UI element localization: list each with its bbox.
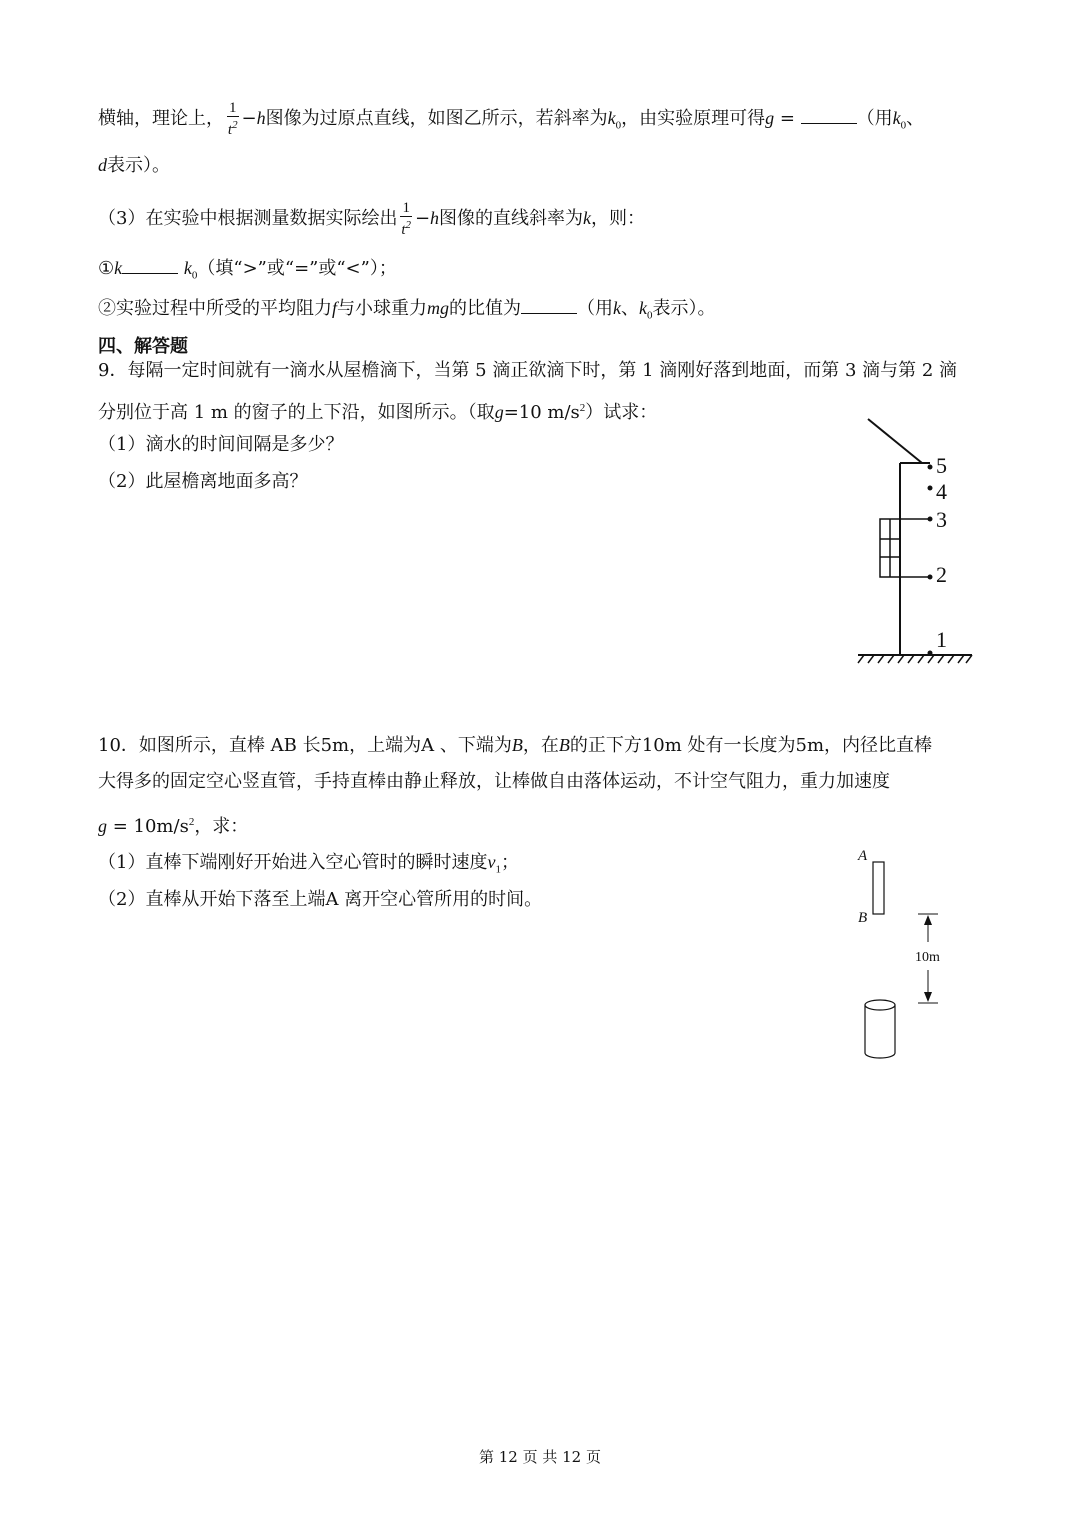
q8-part3 <box>98 200 645 238</box>
frac-den <box>227 117 239 138</box>
frac-num: 1 <box>402 200 410 216</box>
answer-blank[interactable] <box>122 257 178 274</box>
q8-text: 横轴，理论上， <box>98 108 224 129</box>
var-k: k <box>607 108 616 128</box>
fraction <box>400 200 412 238</box>
q10-line1 <box>98 733 932 758</box>
q8-text: 图像为过原点直线，如图乙所示，若斜率为 <box>265 108 608 129</box>
var-g: g <box>494 402 504 422</box>
frac-den-sup: 2 <box>232 119 238 131</box>
label-4: 4 <box>936 479 947 504</box>
q10-part2: （2）直棒从开始下落至上端A 离开空心管所用的时间。 <box>98 889 543 910</box>
roof-line <box>868 419 922 463</box>
sub-0: 0 <box>191 269 198 282</box>
q10-text: 的正下方10m 处有一长度为5m，内径比直棒 <box>569 735 933 756</box>
q10-line3 <box>98 810 248 839</box>
minus: − <box>414 208 431 229</box>
sub-0: 0 <box>647 309 653 322</box>
var-k: k <box>613 298 622 318</box>
label-2: 2 <box>936 562 947 587</box>
q8-line1 <box>98 100 924 138</box>
ground-hatch <box>858 655 972 663</box>
sub-1: 1 <box>495 863 501 876</box>
label-B: B <box>858 910 868 926</box>
q8-text: ②实验过程中所受的平均阻力 <box>98 298 332 319</box>
q9-line2 <box>98 396 657 425</box>
q10-line2: 大得多的固定空心竖直管，手持直棒由静止释放，让棒做自由落体运动，不计空气阻力，重力加速度 <box>98 771 890 792</box>
frac-num: 1 <box>229 100 237 116</box>
dim-arrow-down <box>924 992 932 1002</box>
q8-text: 图像的直线斜率为 <box>439 208 584 229</box>
label-1: 1 <box>936 627 947 652</box>
q9-text: =10 m/s <box>503 402 580 423</box>
q9-part2: （2）此屋檐离地面多高？ <box>98 471 308 492</box>
var-h: h <box>430 208 440 228</box>
fraction <box>227 100 239 138</box>
q10-text: ，在 <box>522 735 559 756</box>
q9-figure <box>850 415 980 675</box>
sub-0: 0 <box>900 119 907 132</box>
q8-sub2 <box>98 296 716 328</box>
circle-1: ① <box>98 258 115 279</box>
answer-blank[interactable] <box>521 297 577 314</box>
q8-text: 、 <box>621 298 640 319</box>
q8-text: ，由实验原理可得 <box>621 108 766 129</box>
page-footer: 第 12 页 共 12 页 <box>478 1448 601 1466</box>
q8-text: （用 <box>856 108 893 129</box>
var-g: g <box>765 108 775 128</box>
minus: − <box>241 108 257 129</box>
q8-text: 与小球重力 <box>337 298 428 319</box>
sup-2: 2 <box>579 402 586 414</box>
tube <box>865 1005 895 1058</box>
q10-text: ； <box>500 852 519 873</box>
section-heading: 四、解答题 <box>98 336 188 357</box>
q9-part1: （1）滴水的时间间隔是多少？ <box>98 434 344 455</box>
drop-5 <box>928 465 933 470</box>
var-v: v <box>487 852 496 872</box>
q9-text: ）试求： <box>585 402 658 423</box>
var-k: k <box>639 298 648 318</box>
q8-text: （填“>”或“=”或“<”）； <box>197 258 397 279</box>
q8-text: （3）在实验中根据测量数据实际绘出 <box>98 208 398 229</box>
q10-figure <box>850 840 960 1065</box>
q8-text: 表示）。 <box>652 298 716 319</box>
q8-text: 表示）。 <box>107 155 170 176</box>
q8-text: ，则： <box>591 208 646 229</box>
dim-label: 10m <box>915 950 940 965</box>
var-g: g <box>98 816 107 836</box>
drop-4 <box>928 486 933 491</box>
var-k: k <box>114 258 123 278</box>
frac-den-var: t <box>401 222 406 238</box>
q8-text: 、 <box>906 108 925 129</box>
var-B: B <box>511 735 523 755</box>
q10-text: ，求： <box>194 816 249 837</box>
drop-3 <box>928 517 933 522</box>
var-mg: mg <box>427 298 450 318</box>
label-5: 5 <box>936 453 947 478</box>
q9-line1: 9．每隔一定时间就有一滴水从屋檐滴下，当第 5 滴正欲滴下时，第 1 滴刚好落到地面，而第 3 滴与第 2 滴 <box>98 360 958 381</box>
var-d: d <box>98 155 107 175</box>
frac-den-sup: 2 <box>405 219 412 231</box>
q10-text: = 10m/s <box>107 816 189 837</box>
frac-den <box>400 217 412 238</box>
sup-2: 2 <box>188 816 195 828</box>
equals: = <box>774 108 801 129</box>
q9-text: 分别位于高 1 m 的窗子的上下沿，如图所示。（取 <box>98 402 495 423</box>
q10-part1 <box>98 850 519 882</box>
var-f: f <box>332 298 338 318</box>
var-B: B <box>558 735 570 755</box>
answer-blank[interactable] <box>801 107 857 124</box>
var-h: h <box>256 108 266 128</box>
q8-sub1 <box>98 256 397 288</box>
var-k: k <box>183 258 192 278</box>
rod-AB <box>873 862 884 914</box>
var-k: k <box>583 208 592 228</box>
tube-top <box>865 1000 895 1010</box>
sub-0: 0 <box>615 119 622 132</box>
q8-text: （用 <box>577 298 614 319</box>
q10-text: （1）直棒下端刚好开始进入空心管时的瞬时速度 <box>98 852 488 873</box>
label-3: 3 <box>936 507 947 532</box>
q8-text: 的比值为 <box>449 298 522 319</box>
drop-2 <box>928 575 933 580</box>
q10-text: 10．如图所示，直棒 AB 长5m，上端为A 、下端为 <box>98 735 512 756</box>
q8-line2 <box>98 153 170 178</box>
frac-den-var: t <box>227 122 233 138</box>
label-A: A <box>858 848 868 864</box>
var-k: k <box>892 108 901 128</box>
dim-arrow-up <box>924 915 932 925</box>
